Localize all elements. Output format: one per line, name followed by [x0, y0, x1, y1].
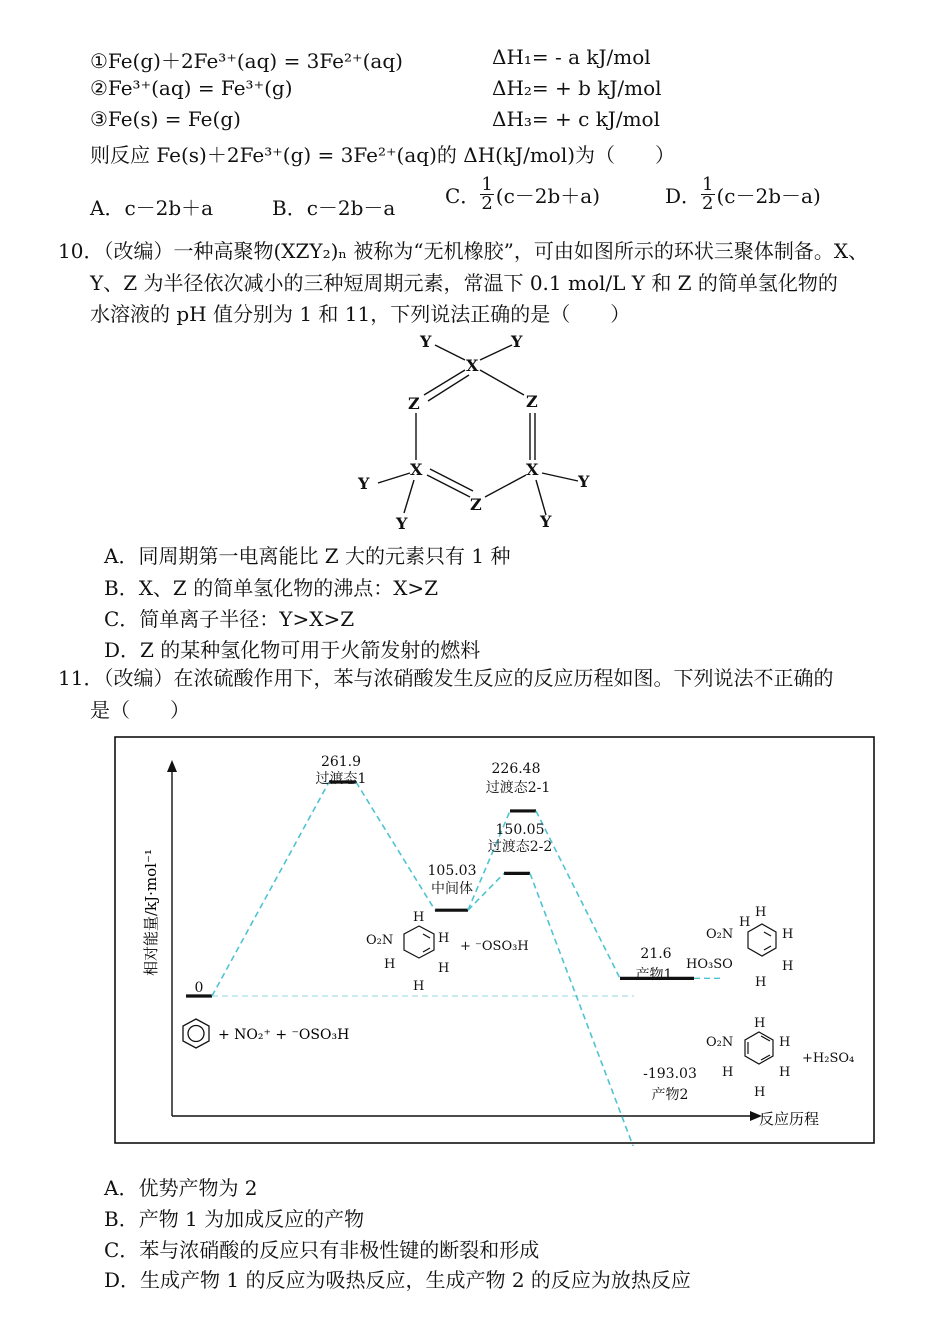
reactant-species: + NO₂⁺ + ⁻OSO₃H [218, 1027, 350, 1043]
atom-y: Y [358, 474, 370, 493]
q9-dh3: ΔH₃= + c kJ/mol [492, 107, 660, 131]
atom-y: Y [511, 332, 523, 351]
nitrobenzene-structure [745, 1032, 773, 1064]
p2-h: H [779, 1065, 791, 1080]
q10-option-d[interactable]: D．Z 的某种氢化物可用于火箭发射的燃料 [104, 638, 481, 662]
one-half-fraction: $\frac{1}{2}$ [481, 174, 493, 214]
q9-option-b[interactable]: B．c－2b－a [272, 196, 396, 220]
q11-option-d[interactable]: D．生成产物 1 的反应为吸热反应，生成产物 2 的反应为放热反应 [104, 1268, 691, 1292]
q9-option-d-label: D． [665, 184, 702, 208]
atom-z-bottom: Z [470, 495, 482, 514]
level-value-intermediate: 105.03 [427, 863, 477, 879]
q9-option-c-expr: (c－2b＋a) [495, 184, 601, 208]
q9-question: 则反应 Fe(s)＋2Fe³⁺(g) = 3Fe²⁺(aq)的 ΔH(kJ/mol)为（ ） [90, 143, 676, 167]
int-h: H [438, 961, 450, 976]
path-ts2-2-product2 [530, 873, 636, 1146]
level-name-intermediate: 中间体 [431, 881, 473, 897]
level-name-ts2-1: 过渡态2-1 [485, 780, 551, 796]
path-reactant-ts1 [212, 782, 329, 996]
q9-dh2: ΔH₂= + b kJ/mol [492, 76, 662, 100]
p2-h: H [779, 1035, 791, 1050]
q9-option-c[interactable] [445, 176, 600, 213]
p1-no2: O₂N [706, 927, 734, 942]
q11-line2: 是（ ） [90, 698, 190, 722]
cyclic-trimer-structure [340, 325, 620, 535]
q9-eq2: ②Fe³⁺(aq) = Fe³⁺(g) [90, 76, 293, 100]
p1-h: H [739, 915, 751, 930]
sigma-complex-intermediate [404, 926, 434, 958]
q10-option-b[interactable]: B．X、Z 的简单氢化物的沸点：X>Z [104, 576, 439, 600]
dashed-connectors [212, 782, 724, 1146]
level-value-ts2-2: 150.05 [495, 822, 545, 838]
p1-h: H [755, 975, 767, 990]
int-oso3h: + ⁻OSO₃H [460, 939, 529, 954]
q10-line3: 水溶液的 pH 值分别为 1 和 11，下列说法正确的是（ ） [90, 302, 631, 326]
p2-h: H [754, 1085, 766, 1100]
level-name-product1: 产物1 [635, 967, 673, 983]
q10-line2: Y、Z 为半径依次减小的三种短周期元素，常温下 0.1 mol/L Y 和 Z 的简单氢化物的 [90, 271, 838, 295]
atom-y: Y [578, 472, 590, 491]
level-value-ts1: 261.9 [320, 754, 362, 770]
p2-h2so4: +H₂SO₄ [802, 1051, 855, 1066]
x-axis-label: 反应历程 [759, 1110, 820, 1128]
y-axis-label: 相对能量/kJ·mol⁻¹ [142, 849, 160, 976]
level-name-ts2-2: 过渡态2-2 [487, 839, 553, 855]
p1-oso3h: HO₃SO [686, 957, 733, 972]
q9-option-c-label: C． [445, 184, 481, 208]
atom-z-left: Z [408, 394, 420, 413]
int-h: H [384, 957, 396, 972]
q9-eq3: ③Fe(s) = Fe(g) [90, 107, 241, 131]
q11-option-b[interactable]: B．产物 1 为加成反应的产物 [104, 1207, 365, 1231]
level-name-product2: 产物2 [651, 1087, 689, 1103]
level-name-ts1: 过渡态1 [315, 771, 367, 787]
int-no2: O₂N [366, 933, 394, 948]
level-value-product2: -193.03 [643, 1066, 697, 1082]
q9-dh1: ΔH₁= - a kJ/mol [492, 45, 651, 69]
atom-y: Y [396, 514, 408, 533]
q9-eq1: ①Fe(g)＋2Fe³⁺(aq) = 3Fe²⁺(aq) [90, 49, 403, 73]
q9-option-a[interactable]: A．c－2b＋a [90, 196, 214, 220]
q11-option-c[interactable]: C．苯与浓硝酸的反应只有非极性键的断裂和形成 [104, 1238, 540, 1262]
q10-line1: 10．（改编）一种高聚物(XZY₂)ₙ 被称为“无机橡胶”，可由如图所示的环状三聚体制备。X、 [58, 239, 869, 263]
p2-no2: O₂N [706, 1035, 734, 1050]
benzene-reactant [183, 1019, 209, 1048]
atom-z-right: Z [526, 392, 538, 411]
q9-option-d-expr: (c－2b－a) [716, 184, 821, 208]
level-value-product1: 21.6 [640, 946, 672, 962]
path-ts1-intermediate [356, 782, 435, 910]
atom-x-right: X [526, 460, 539, 479]
int-h: H [413, 910, 425, 925]
int-h: H [438, 931, 450, 946]
p1-h: H [782, 927, 794, 942]
q9-option-d[interactable] [665, 176, 821, 213]
q10-option-c[interactable]: C．简单离子半径：Y>X>Z [104, 607, 355, 631]
p1-h: H [755, 905, 767, 920]
product1-structure [748, 924, 776, 956]
energy-profile-chart [114, 736, 876, 1146]
p2-h: H [754, 1016, 766, 1031]
path-ts2-1-product1 [536, 811, 620, 978]
q11-line1: 11．（改编）在浓硫酸作用下，苯与浓硝酸发生反应的反应历程如图。下列说法不正确的 [58, 666, 834, 690]
atom-y: Y [540, 512, 552, 531]
one-half-fraction: $\frac{1}{2}$ [702, 174, 714, 214]
y-axis-arrow-icon [167, 760, 177, 772]
q10-option-a[interactable]: A．同周期第一电离能比 Z 大的元素只有 1 种 [104, 544, 511, 568]
int-h: H [413, 979, 425, 994]
atom-x-left: X [410, 460, 423, 479]
level-value-ts2-1: 226.48 [491, 761, 541, 777]
p1-h: H [782, 959, 794, 974]
p2-h: H [722, 1065, 734, 1080]
level-value-reactant: 0 [194, 980, 204, 996]
q11-option-a[interactable]: A．优势产物为 2 [104, 1176, 258, 1200]
atom-y: Y [420, 332, 432, 351]
atom-x-top: X [466, 356, 479, 375]
